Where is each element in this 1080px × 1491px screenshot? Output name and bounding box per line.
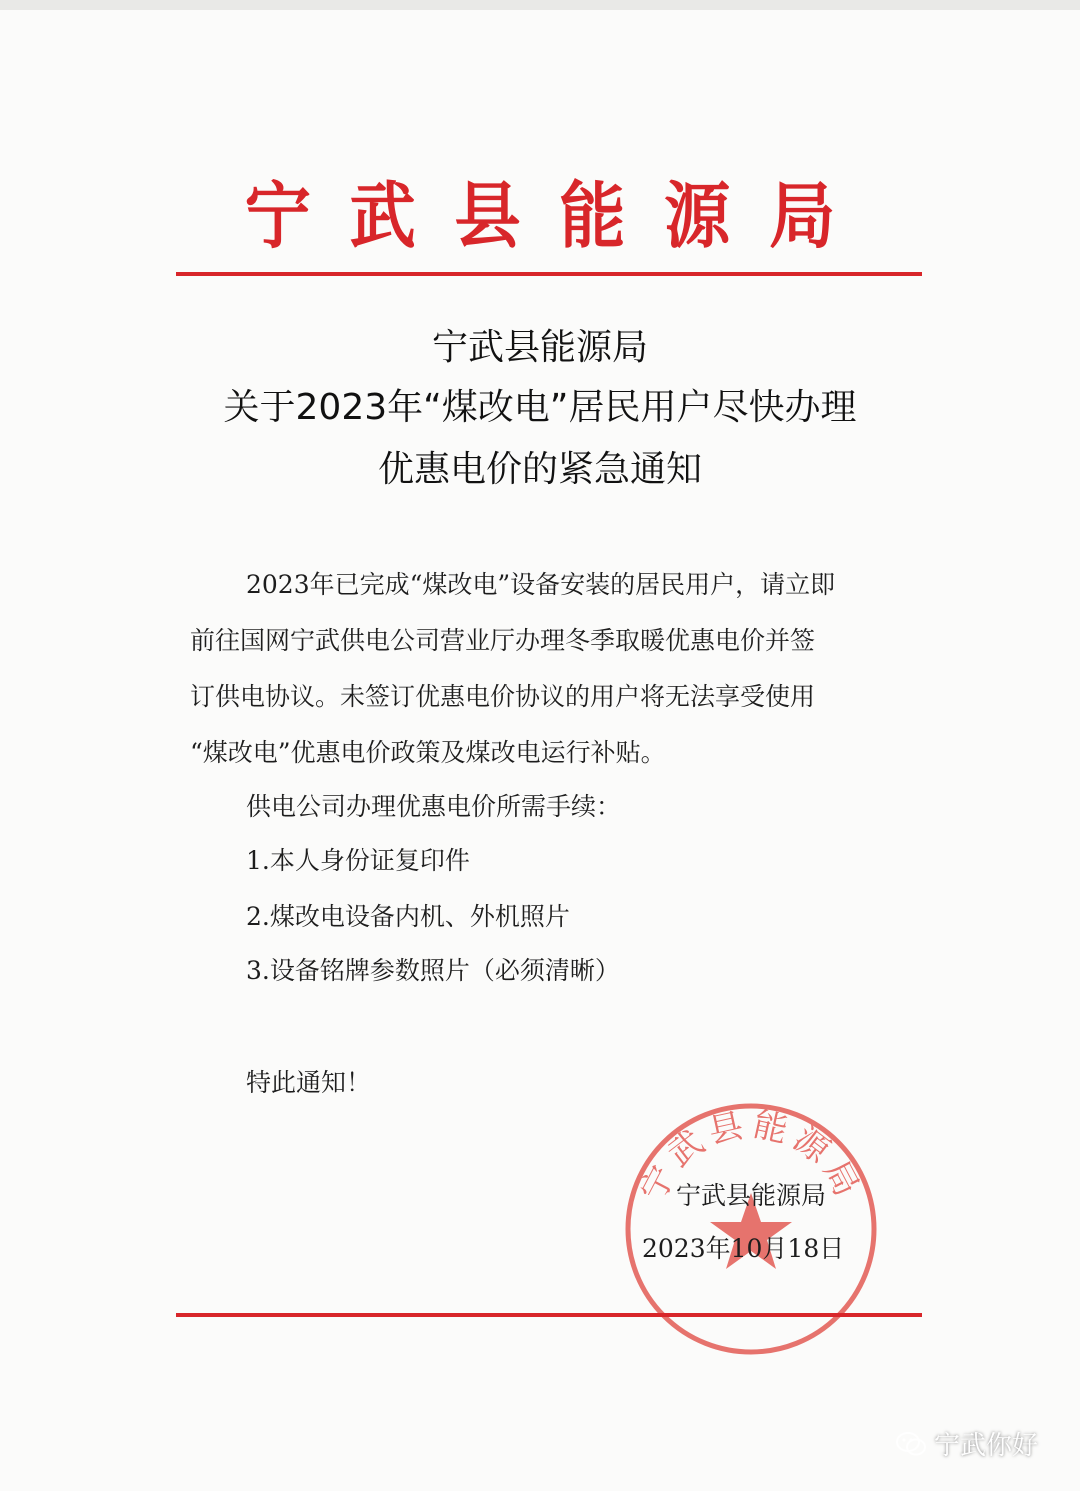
watermark (896, 1425, 1038, 1462)
procedure-item-3: 3.设备铭牌参数照片（必须清晰） (246, 956, 620, 985)
signature-org: 宁武县能源局 (676, 1181, 827, 1210)
letterhead-rule (176, 272, 922, 276)
doc-title-line-1: 宁武县能源局 (431, 327, 648, 368)
procedures-intro: 供电公司办理优惠电价所需手续： (246, 792, 622, 821)
footer-rule (176, 1313, 922, 1317)
wechat-icon (896, 1431, 926, 1457)
body-line-2: 前往国网宁武供电公司营业厅办理冬季取暖优惠电价并签 (190, 626, 816, 655)
procedure-item-1: 1.本人身份证复印件 (246, 846, 470, 875)
seal-text: 宁武县能源局 (632, 1104, 870, 1209)
body-line-3: 订供电协议。未签订优惠电价协议的用户将无法享受使用 (190, 682, 816, 711)
closing-line: 特此通知！ (246, 1068, 372, 1097)
body-line-4: “煤改电”优惠电价政策及煤改电运行补贴。 (190, 738, 666, 767)
procedure-item-2: 2.煤改电设备内机、外机照片 (246, 902, 570, 931)
body-line-1: 2023年已完成“煤改电”设备安装的居民用户，请立即 (246, 570, 836, 599)
doc-title-line-2: 关于2023年“煤改电”居民用户尽快办理 (223, 387, 857, 428)
watermark-text: 宁武你好 (934, 1431, 1039, 1461)
doc-title-line-3: 优惠电价的紧急通知 (377, 449, 702, 490)
letterhead-title: 宁武县能源局 (244, 173, 874, 258)
scan-edge (0, 0, 1080, 10)
signature-date: 2023年10月18日 (642, 1234, 845, 1263)
